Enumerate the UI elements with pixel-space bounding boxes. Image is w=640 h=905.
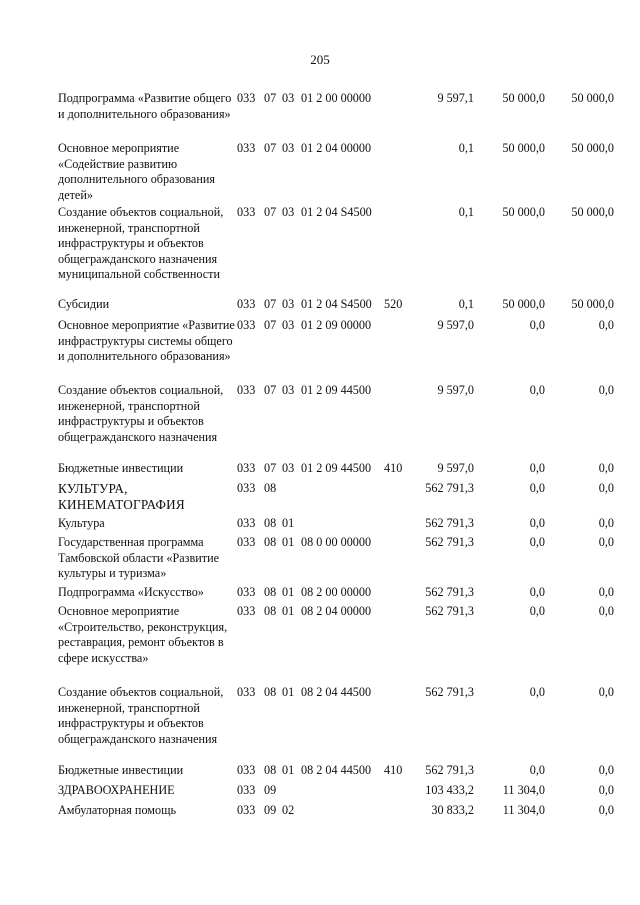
row-value-1: 0,1 <box>458 141 474 155</box>
row-target-code: 01 2 04 S4500 <box>301 205 372 219</box>
row-value-3: 0,0 <box>598 604 614 618</box>
row-target-code: 01 2 09 44500 <box>301 383 372 397</box>
row-target-code: 08 2 04 44500 <box>301 763 372 777</box>
row-subsection: 03 <box>282 141 295 155</box>
row-name: Создание объектов социальной, инженерной, транспортной инфраструктуры и объектов общегражданского назначения <box>58 685 224 746</box>
row-value-1: 9 597,1 <box>437 91 474 105</box>
row-name: КУЛЬТУРА, КИНЕМАТОГРАФИЯ <box>58 481 185 512</box>
row-name: Основное мероприятие «Содействие развитию дополнительного образования детей» <box>58 141 215 202</box>
row-gr: 033 <box>237 481 256 495</box>
row-value-1: 562 791,3 <box>425 685 474 699</box>
row-name: Бюджетные инвестиции <box>58 461 184 475</box>
row-target-code: 01 2 09 00000 <box>301 318 372 332</box>
row-target-code: 01 2 04 00000 <box>301 141 372 155</box>
row-value-3: 0,0 <box>598 685 614 699</box>
row-section: 07 <box>264 205 277 219</box>
row-value-1: 0,1 <box>458 205 474 219</box>
row-name: Субсидии <box>58 297 110 311</box>
row-value-2: 0,0 <box>529 535 545 549</box>
row-name: Бюджетные инвестиции <box>58 763 184 777</box>
row-value-3: 0,0 <box>598 318 614 332</box>
row-subsection: 03 <box>282 91 295 105</box>
row-value-1: 562 791,3 <box>425 516 474 530</box>
row-target-code: 01 2 04 S4500 <box>301 297 372 311</box>
row-value-3: 0,0 <box>598 783 614 797</box>
row-value-3: 0,0 <box>598 763 614 777</box>
row-value-2: 0,0 <box>529 604 545 618</box>
row-value-2: 0,0 <box>529 461 545 475</box>
row-target-code: 08 2 04 44500 <box>301 685 372 699</box>
row-name: Создание объектов социальной, инженерной, транспортной инфраструктуры и объектов общегражданского назначения муниципальной собственности <box>58 205 224 282</box>
row-subsection: 03 <box>282 383 295 397</box>
row-expense-type: 410 <box>384 763 403 777</box>
row-name: Создание объектов социальной, инженерной, транспортной инфраструктуры и объектов общегражданского назначения <box>58 383 224 444</box>
row-gr: 033 <box>237 91 256 105</box>
row-value-2: 50 000,0 <box>502 141 545 155</box>
row-value-1: 9 597,0 <box>437 383 474 397</box>
row-value-3: 0,0 <box>598 516 614 530</box>
row-section: 07 <box>264 91 277 105</box>
row-gr: 033 <box>237 783 256 797</box>
row-section: 07 <box>264 461 277 475</box>
row-value-3: 50 000,0 <box>571 297 614 311</box>
row-value-2: 50 000,0 <box>502 297 545 311</box>
row-gr: 033 <box>237 604 256 618</box>
row-section: 07 <box>264 383 277 397</box>
row-section: 08 <box>264 604 277 618</box>
row-value-1: 30 833,2 <box>431 803 474 817</box>
row-section: 08 <box>264 481 277 495</box>
row-gr: 033 <box>237 516 256 530</box>
row-target-code: 08 0 00 00000 <box>301 535 372 549</box>
row-name: Государственная программа Тамбовской области «Развитие культуры и туризма» <box>58 535 220 581</box>
page-number: 205 <box>310 52 330 67</box>
row-value-2: 11 304,0 <box>502 783 545 797</box>
row-value-1: 562 791,3 <box>425 763 474 777</box>
row-name: Основное мероприятие «Строительство, реконструкция, реставрация, ремонт объектов в сфере искусства» <box>58 604 228 665</box>
row-gr: 033 <box>237 141 256 155</box>
row-value-3: 50 000,0 <box>571 91 614 105</box>
row-value-1: 562 791,3 <box>425 481 474 495</box>
row-gr: 033 <box>237 205 256 219</box>
row-value-2: 50 000,0 <box>502 91 545 105</box>
row-target-code: 08 2 04 00000 <box>301 604 372 618</box>
row-gr: 033 <box>237 803 256 817</box>
row-section: 08 <box>264 685 277 699</box>
row-value-3: 0,0 <box>598 535 614 549</box>
row-subsection: 01 <box>282 685 295 699</box>
row-value-3: 0,0 <box>598 585 614 599</box>
row-section: 08 <box>264 585 277 599</box>
row-subsection: 03 <box>282 297 295 311</box>
row-subsection: 01 <box>282 516 295 530</box>
row-section: 08 <box>264 763 277 777</box>
row-name: ЗДРАВООХРАНЕНИЕ <box>58 783 175 797</box>
row-value-2: 0,0 <box>529 763 545 777</box>
row-gr: 033 <box>237 383 256 397</box>
row-value-3: 0,0 <box>598 461 614 475</box>
row-subsection: 03 <box>282 461 295 475</box>
row-value-1: 9 597,0 <box>437 318 474 332</box>
row-expense-type: 520 <box>384 297 403 311</box>
row-section: 08 <box>264 516 277 530</box>
row-name: Подпрограмма «Развитие общего и дополнительного образования» <box>58 91 232 121</box>
row-value-3: 0,0 <box>598 383 614 397</box>
row-section: 07 <box>264 318 277 332</box>
row-gr: 033 <box>237 763 256 777</box>
row-value-2: 0,0 <box>529 516 545 530</box>
row-subsection: 01 <box>282 585 295 599</box>
row-gr: 033 <box>237 297 256 311</box>
row-subsection: 02 <box>282 803 295 817</box>
row-gr: 033 <box>237 585 256 599</box>
row-subsection: 01 <box>282 535 295 549</box>
row-value-2: 0,0 <box>529 383 545 397</box>
row-value-1: 0,1 <box>458 297 474 311</box>
row-section: 07 <box>264 141 277 155</box>
row-value-1: 103 433,2 <box>425 783 474 797</box>
row-value-3: 50 000,0 <box>571 205 614 219</box>
row-subsection: 03 <box>282 318 295 332</box>
row-gr: 033 <box>237 318 256 332</box>
row-value-2: 0,0 <box>529 481 545 495</box>
row-value-3: 50 000,0 <box>571 141 614 155</box>
row-name: Подпрограмма «Искусство» <box>58 585 204 599</box>
row-value-3: 0,0 <box>598 803 614 817</box>
row-value-1: 562 791,3 <box>425 585 474 599</box>
row-gr: 033 <box>237 535 256 549</box>
row-gr: 033 <box>237 461 256 475</box>
row-subsection: 03 <box>282 205 295 219</box>
row-value-1: 562 791,3 <box>425 604 474 618</box>
row-name: Амбулаторная помощь <box>58 803 177 817</box>
row-value-1: 562 791,3 <box>425 535 474 549</box>
row-subsection: 01 <box>282 604 295 618</box>
row-name: Культура <box>58 516 105 530</box>
row-section: 09 <box>264 803 277 817</box>
row-name: Основное мероприятие «Развитие инфраструктуры системы общего и дополнительного образования» <box>58 318 235 364</box>
row-target-code: 08 2 00 00000 <box>301 585 372 599</box>
row-section: 08 <box>264 535 277 549</box>
row-value-2: 11 304,0 <box>502 803 545 817</box>
row-target-code: 01 2 00 00000 <box>301 91 372 105</box>
row-target-code: 01 2 09 44500 <box>301 461 372 475</box>
row-section: 09 <box>264 783 277 797</box>
row-value-2: 50 000,0 <box>502 205 545 219</box>
row-value-2: 0,0 <box>529 318 545 332</box>
row-value-2: 0,0 <box>529 685 545 699</box>
row-expense-type: 410 <box>384 461 403 475</box>
row-value-1: 9 597,0 <box>437 461 474 475</box>
row-value-3: 0,0 <box>598 481 614 495</box>
row-gr: 033 <box>237 685 256 699</box>
row-section: 07 <box>264 297 277 311</box>
row-subsection: 01 <box>282 763 295 777</box>
row-value-2: 0,0 <box>529 585 545 599</box>
